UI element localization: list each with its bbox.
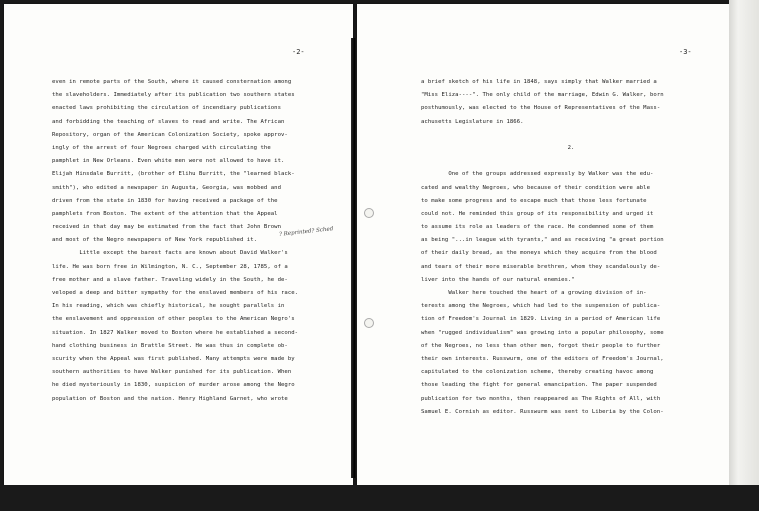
text-line: a brief sketch of his life in 1848, says simply that Walker married a — [421, 79, 657, 85]
right-page — [357, 4, 729, 485]
text-line: capitulated to the colonization scheme, thereby creating havoc among — [421, 369, 654, 376]
text-line: and forbidding the teaching of slaves to read and write. The African — [52, 118, 285, 125]
text-line: Walker here touched the heart of a growing division of in- — [421, 290, 647, 296]
page-edge — [729, 0, 759, 511]
text-line: tion of Freedom's Journal in 1829. Living in a period of American life — [421, 316, 661, 323]
text-line: he died mysteriously in 1830, suspicion of murder arose among the Negro — [52, 382, 295, 389]
text-line: "Miss Eliza----". The only child of the marriage, Edwin G. Walker, born — [421, 92, 664, 99]
text-line: received in that day may be estimated from the fact that John Brown — [52, 224, 281, 231]
text-line: pamphlet in New Orleans. Even white men were not allowed to have it. — [52, 158, 285, 165]
text-line: Samuel E. Cornish as editor. Russwurm was sent to Liberia by the Colon- — [421, 408, 664, 415]
text-line: driven from the state in 1830 for having received a package of the — [52, 197, 278, 204]
text-line: and tears of their more miserable brethren, whom they scandalously de- — [421, 263, 661, 270]
text-line: scurity when the Appeal was first published. Many attempts were made by — [52, 355, 295, 362]
text-line: their own interests. Russwurm, one of the editors of Freedom's Journal, — [421, 355, 664, 362]
text-line: to make some progress and to escape much that those less fortunate — [421, 197, 647, 204]
text-line: the slaveholders. Immediately after its publication two southern states — [52, 92, 295, 99]
text-line: liver into the hands of our natural enemies." — [421, 276, 575, 283]
punch-hole — [364, 208, 374, 218]
left-page — [4, 4, 353, 485]
page-number: -3- — [679, 48, 692, 56]
text-line: as being "...in league with tyrants," and as receiving "a great portion — [421, 237, 664, 244]
section-heading: 2. — [567, 144, 575, 151]
scan-background — [0, 485, 759, 511]
text-line: population of Boston and the nation. Henry Highland Garnet, who wrote — [52, 395, 288, 402]
text-line: achusetts Legislature in 1866. — [421, 118, 524, 125]
page-body-text — [421, 76, 721, 419]
text-line: even in remote parts of the South, where it caused consternation among — [52, 79, 292, 85]
text-line: life. He was born free in Wilmington, N. C., September 28, 1785, of a — [52, 263, 288, 270]
text-line: One of the groups addressed expressly by Walker was the edu- — [421, 171, 654, 178]
text-line: publication for two months, then reappeared as The Rights of All, with — [421, 395, 661, 402]
text-line: veloped a deep and bitter sympathy for the enslaved members of his race. — [52, 290, 299, 296]
text-line: ingly of the arrest of four Negroes charged with circulating the — [52, 144, 271, 151]
text-line: to assume its role as leaders of the race. He condemned some of them — [421, 224, 654, 231]
text-line: In his reading, which was chiefly historical, he sought parallels in — [52, 303, 285, 310]
text-line: smith"), who edited a newspaper in Augusta, Georgia, was mobbed and — [52, 184, 281, 191]
text-line: of their daily bread, as the moneys which they acquire from the blood — [421, 250, 657, 257]
text-line: cated and wealthy Negroes, who because of their condition were able — [421, 184, 650, 191]
text-line: Little except the barest facts are known about David Walker's — [52, 250, 288, 257]
text-line: free mother and a slave father. Traveling widely in the South, he de- — [52, 276, 288, 283]
page-body-text — [52, 76, 344, 406]
text-line: pamphlets from Boston. The extent of the attention that the Appeal — [52, 210, 278, 217]
text-line: when "rugged individualism" was growing into a popular philosophy, some — [421, 329, 664, 336]
blank-line — [421, 129, 721, 142]
text-line: Elijah Hinsdale Burritt, (brother of Elihu Burritt, the "learned black- — [52, 171, 295, 178]
text-line: and most of the Negro newspapers of New York republished it. — [52, 237, 258, 244]
text-line: enacted laws prohibiting the circulation of incendiary publications — [52, 105, 281, 112]
text-line: situation. In 1827 Walker moved to Boston where he established a second- — [52, 329, 299, 336]
text-line: of the Negroes, no less than other men, forgot their people to further — [421, 342, 661, 349]
text-line: the enslavement and oppression of other peoples to the American Negro's — [52, 316, 295, 323]
text-line: terests among the Negroes, which had led to the suspension of publica- — [421, 303, 661, 310]
blank-line — [421, 155, 721, 168]
text-line: posthumously, was elected to the House of Representatives of the Mass- — [421, 105, 661, 112]
punch-hole — [364, 318, 374, 328]
page-number: -2- — [292, 48, 305, 56]
handwritten-margin-note: ? Reprinted? Sched — [278, 226, 334, 238]
text-line: southern authorities to have Walker punished for its publication. When — [52, 369, 292, 376]
text-line: could not. He reminded this group of its responsibility and urged it — [421, 210, 654, 217]
text-line: those leading the fight for general emancipation. The paper suspended — [421, 382, 657, 389]
text-line: hand clothing business in Brattle Street. He was thus in complete ob- — [52, 342, 288, 349]
text-line: Repository, organ of the American Colonization Society, spoke approv- — [52, 131, 288, 138]
